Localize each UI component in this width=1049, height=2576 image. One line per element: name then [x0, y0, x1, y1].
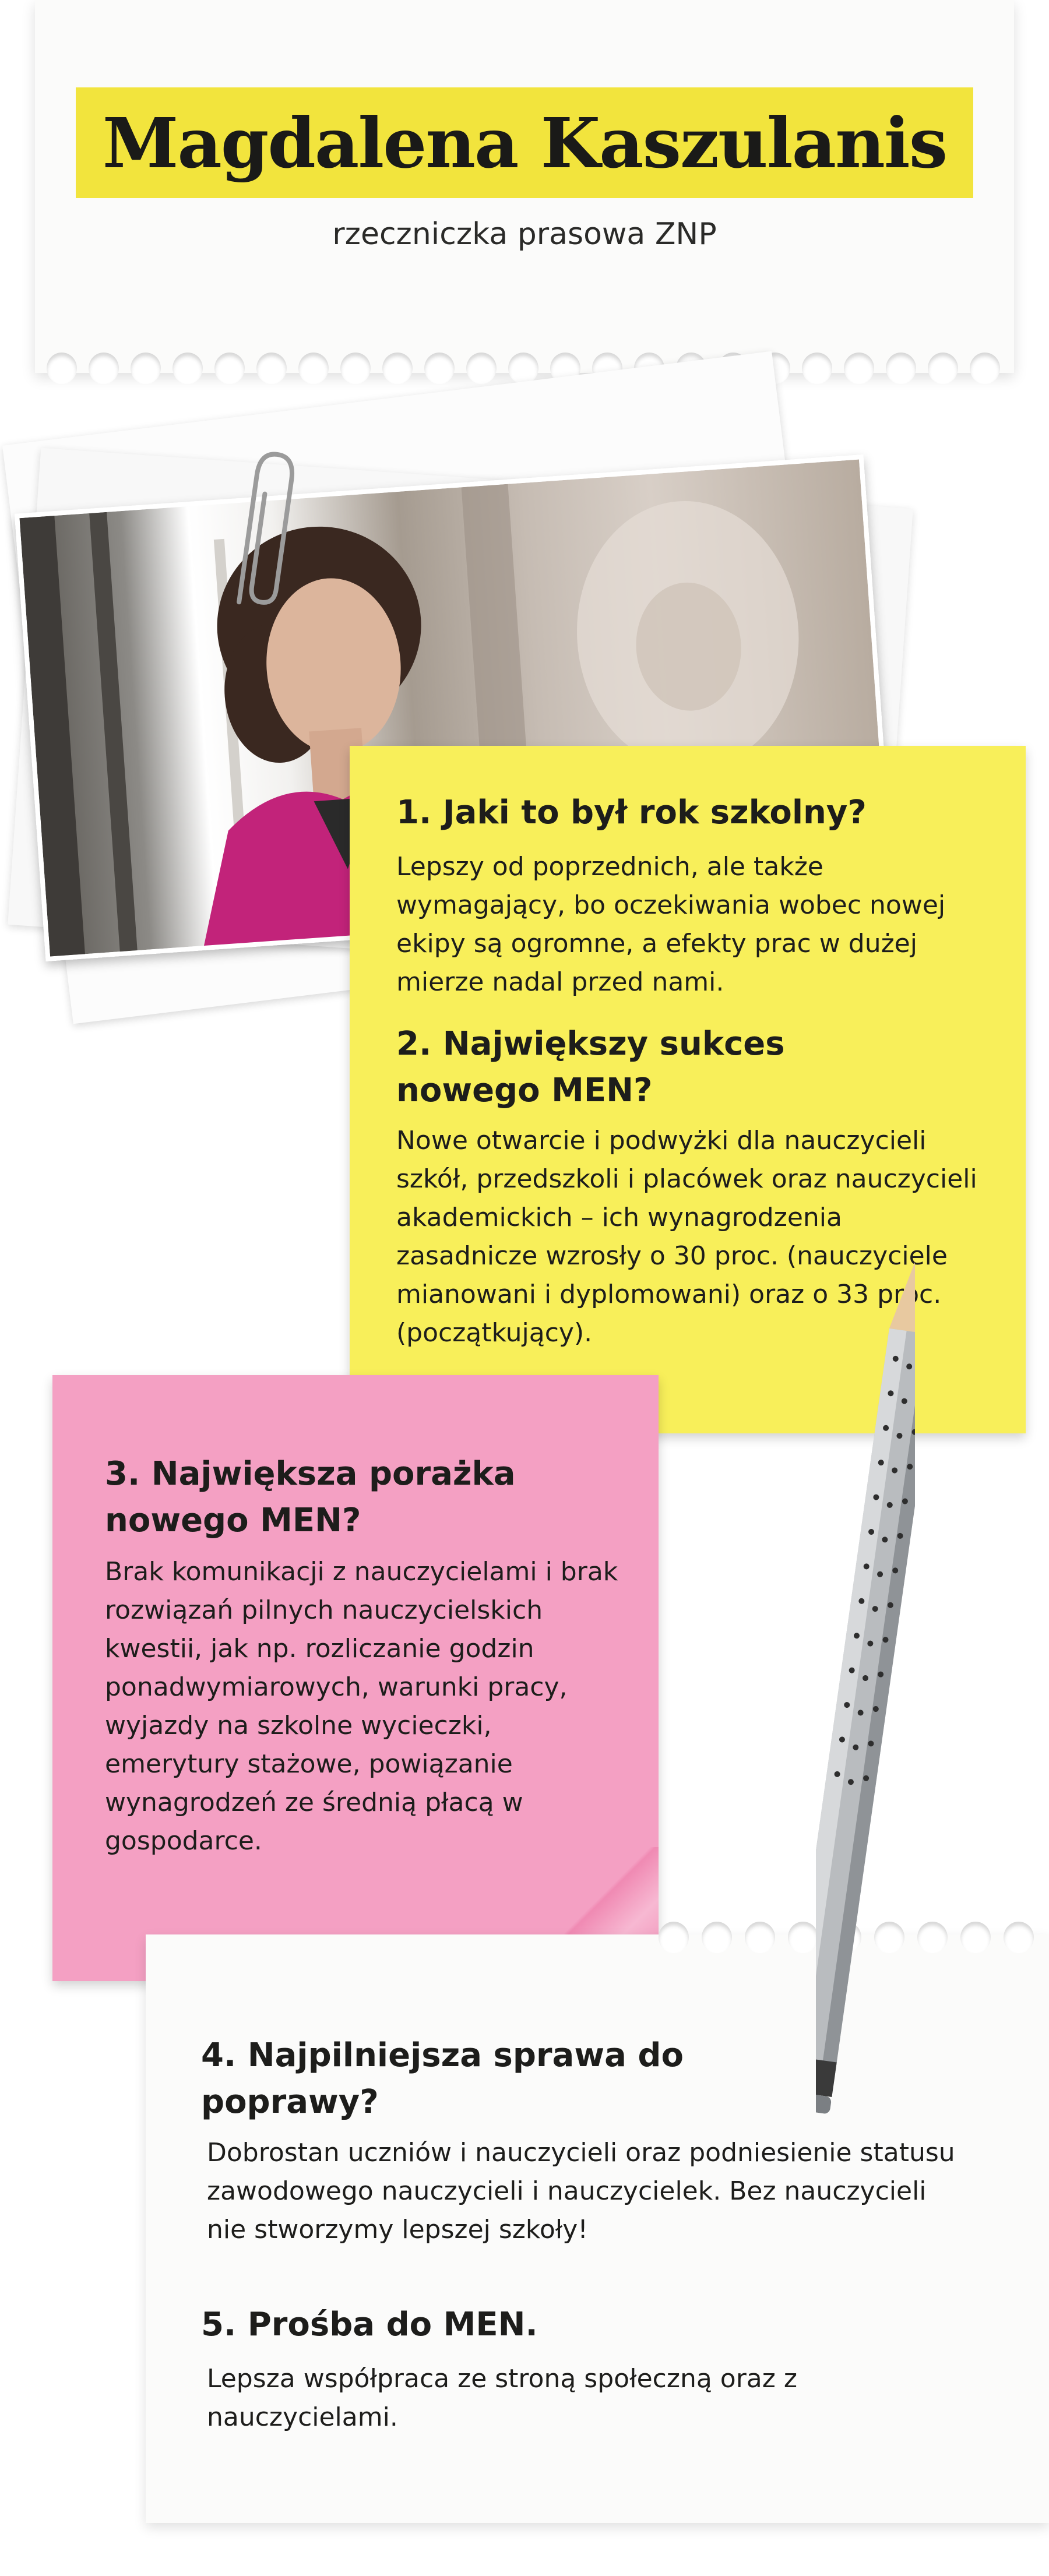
answer-3: Brak komunikacji z nauczycielami i brak rozwiązań pilnych nauczycielskich kwestii, jak np. rozliczanie godzin ponadwymiarowych, warunki pracy, wyjazdy na szkolne wycieczki, emerytury stażowe, powiązanie wynagrodzeń ze średnią płacą w gospodarce. — [105, 1557, 618, 1856]
pencil-icon — [816, 1224, 915, 2133]
question-2: 2. Największy sukces nowego MEN? — [396, 1025, 785, 1109]
question-1: 1. Jaki to był rok szkolny? — [396, 794, 867, 831]
answer-4: Dobrostan uczniów i nauczycieli oraz podniesienie statusu zawodowego nauczycieli i nauczycielek. Bez nauczycieli nie stworzymy lepszej szkoły! — [207, 2138, 955, 2244]
answer-2: Nowe otwarcie i podwyżki dla nauczycieli szkół, przedszkoli i placówek oraz nauczycieli akademickich – ich wynagrodzenia zasadnicze wzrosły o 30 proc. (nauczyciele mianowani i dyplomowani) oraz o 33 proc. (początkujący). — [396, 1126, 977, 1348]
question-3: 3. Największa porażka nowego MEN? — [105, 1455, 516, 1539]
person-name: Magdalena Kaszulanis — [102, 102, 947, 184]
question-5: 5. Prośba do MEN. — [201, 2306, 538, 2344]
person-role: rzeczniczka prasowa ZNP — [332, 217, 717, 252]
answer-1: Lepszy od poprzednich, ale także wymagający, bo oczekiwania wobec nowej ekipy są ogromne, a efekty prac w dużej mierze nadal przed nami. — [396, 852, 946, 997]
answer-5: Lepsza współpraca ze stroną społeczną oraz z nauczycielami. — [207, 2364, 797, 2432]
question-4: 4. Najpilniejsza sprawa do poprawy? — [201, 2036, 684, 2121]
